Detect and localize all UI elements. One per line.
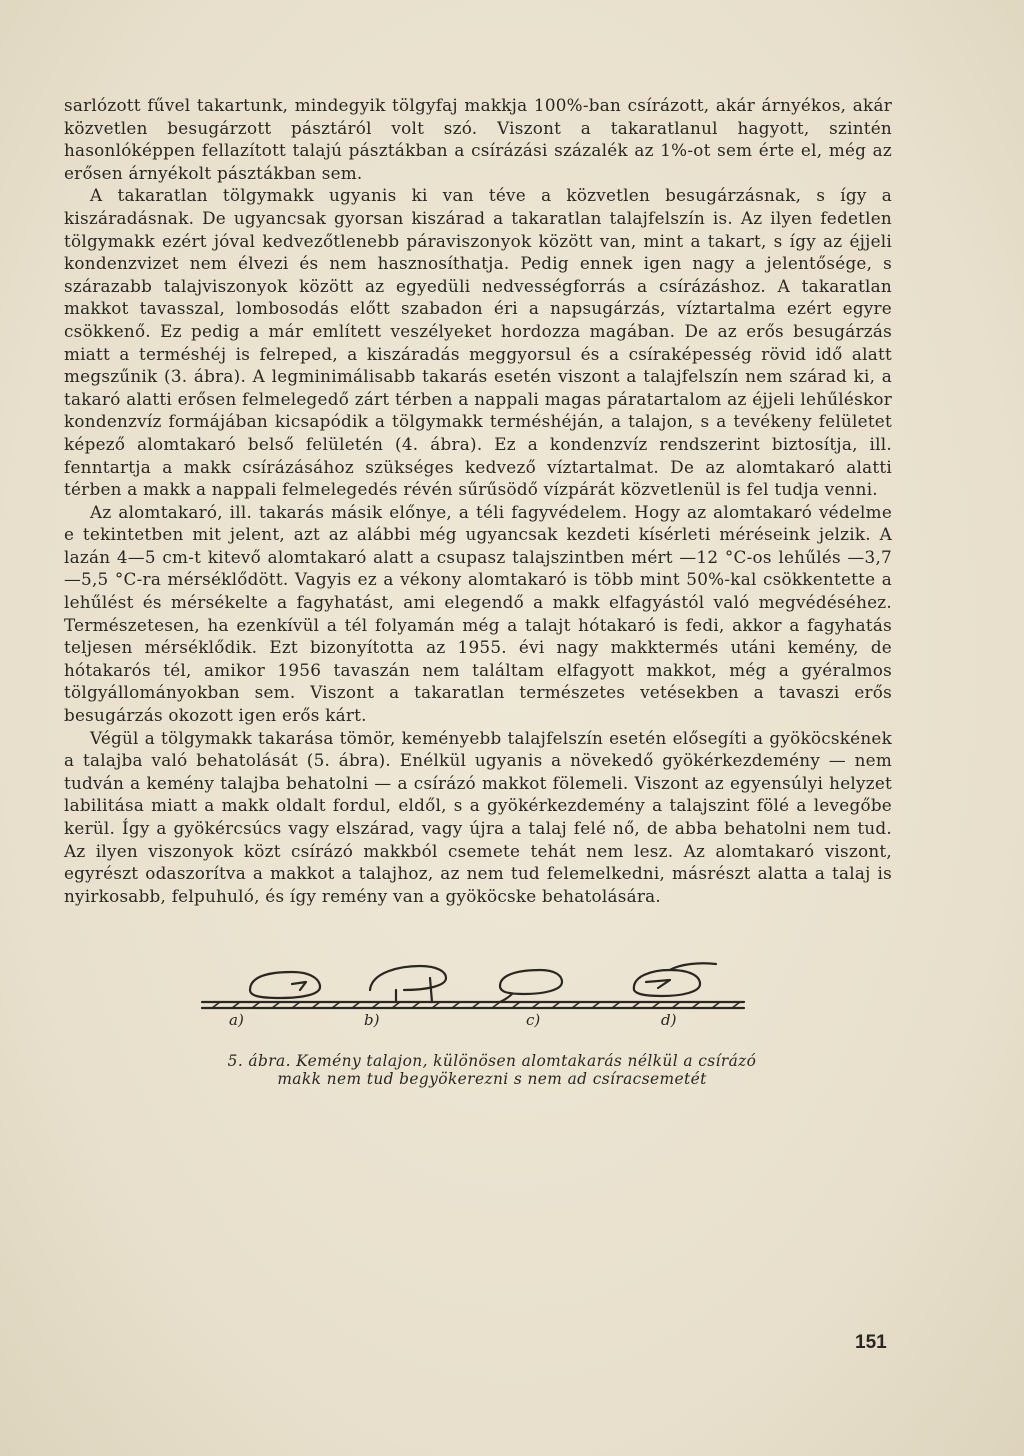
figure-label-a: a) (229, 1011, 244, 1029)
paragraph-2: A takaratlan tölgymakk ugyanis ki van téve a közvetlen besugárzásnak, s így a kiszáradásnak. De ugyancsak gyorsan kiszárad a takaratlan talajfelszín is. Az ilyen fedetlen tölgymakk ezért jóval kedvezőtlenebb páraviszonyok között van, mint a takart, s így az éjjeli kondenzvizet nem élvezi és nem hasznosíthatja. Pedig ennek igen nagy a jelentősége, s szárazabb talajviszonyok között az egyedüli nedvességforrás a csírázáshoz. A takaratlan makkot tavasszal, lombosodás előtt szabadon éri a napsugárzás, víztartalma ezért egyre csökkenő. Ez pedig a már említett veszélyeket hordozza magában. De az erős besugárzás miatt a terméshéj is felreped, a kiszáradás meggyorsul és a csíraképesség rövid idő alatt megszűnik (3. ábra). A legminimálisabb takarás esetén viszont a talajfelszín nem szárad ki, a takaró alatti erősen felmelegedő zárt térben a nappali magas páratartalom az éjjeli lehűléskor kondenzvíz formájában kicsapódik a tölgymakk terméshéján, a talajon, s a tevékeny felületet képező alomtakaró belső felületén (4. ábra). Ez a kondenzvíz rendszerint biztosítja, ill. fenntartja a makk csírázásához szükséges kedvező víztartalmat. De az alomtakaró alatti térben a makk a nappali felmelegedés révén sűrűsödő vízpárát közvetlenül is fel tudja venni. (64, 185, 892, 500)
paragraph-1: sarlózott fűvel takartunk, mindegyik tölgyfaj makkja 100%-ban csírázott, akár árnyékos, akár közvetlen besugárzott pásztáról volt szó. Viszont a takaratlanul hagyott, szintén hasonlóképpen fellazított talajú pásztákban a csírázási százalék az 1%-ot sem érte el, még az erősen árnyékolt pásztákban sem. (64, 95, 892, 183)
figure-label-d: d) (661, 1011, 677, 1029)
acorn-a (250, 972, 320, 998)
figure-label-c: c) (526, 1011, 541, 1029)
root-c (500, 994, 512, 1002)
paragraph-3: Az alomtakaró, ill. takarás másik előnye, a téli fagyvédelem. Hogy az alomtakaró védelme e tekintetben mit jelent, azt az alábbi még ugyancsak kezdeti kísérleti méréseink jelzik. A lazán 4—5 cm-t kitevő alomtakaró alatt a csupasz talajszintben mért —12 °C-os lehűlés —3,7—5,5 °C-ra mérséklődött. Vagyis ez a vékony alomtakaró is több mint 50%-kal csökkentette a lehűlést és mérsékelte a fagyhatást, ami elegendő a makk elfagyástól való megvédéséhez. Természetesen, ha ezenkívül a tél folyamán még a talajt hótakaró is fedi, akkor a fagyhatás teljesen mérséklődik. Ezt bizonyította az 1955. évi nagy makktermés utáni kemény, de hótakarós tél, amikor 1956 tavaszán nem találtam elfagyott makkot, még a gyéralmos tölgyállományokban sem. Viszont a takaratlan természetes vetésekben a tavaszi erős besugárzás okozott igen erős kárt. (64, 501, 892, 726)
figure-label-b: b) (364, 1011, 380, 1029)
body-text (64, 94, 892, 907)
acorn-b (370, 966, 446, 990)
page-number: 151 (855, 1332, 887, 1353)
paragraph-4: Végül a tölgymakk takarása tömör, keményebb talajfelszín esetén elősegíti a gyököcskének a talajba való behatolását (5. ábra). Enélkül ugyanis a növekedő gyökérkezdemény — nem tudván a kemény talajba behatolni — a csírázó makkot fölemeli. Viszont az egyensúlyi helyzet labilitása miatt a makk oldalt fordul, eldől, s a gyökérkezdemény a talajszint fölé a levegőbe kerül. Így a gyökércsúcs vagy elszárad, vagy újra a talaj felé nő, de abba behatolni nem tud. Az ilyen viszonyok közt csírázó makkból csemete tehát nem lesz. Az alomtakaró viszont, egyrészt odaszorítva a makkot a talajhoz, az nem tud felemelkedni, másrészt alatta a talaj is nyirkosabb, felpuhuló, és így remény van a gyököcske behatolására. (64, 727, 892, 906)
root-a (292, 982, 306, 990)
figure-caption: 5. ábra. Kemény talajon, különösen alomtakarás nélkül a csírázó makk nem tud begyökerezni s nem ad csíracsemetét (227, 1052, 757, 1089)
acorn-c (500, 970, 562, 994)
root-d (646, 963, 716, 988)
